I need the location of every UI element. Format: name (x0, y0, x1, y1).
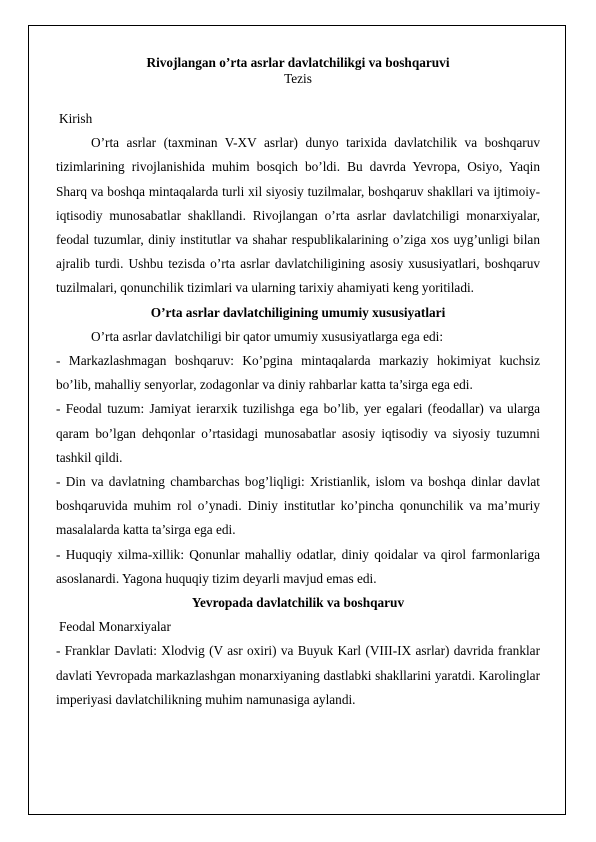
document-title: Rivojlangan o’rta asrlar davlatchilikgi va boshqaruvi (146, 55, 450, 70)
document-body (56, 55, 540, 712)
intro-label: Kirish (59, 111, 93, 126)
section2-paragraph: - Franklar Davlati: Xlodvig (V asr oxiri) va Buyuk Karl (VIII-IX asrlar) davrida franklar davlati Yevropada markazlashgan monarxiyaning dastlabki shakllarini yaratdi. Karolinglar imperiyasi davlatchilikning muhim namunasiga aylandi. (56, 643, 540, 707)
section1-item: - Feodal tuzum: Jamiyat ierarxik tuzilishga ega bo’lib, yer egalari (feodallar) va ularga qaram bo’lgan dehqonlar o’rtasidagi munosabatlar asosiy iqtisodiy va siyosiy tuzumni tashkil qildi. (56, 401, 540, 465)
section1-item: - Din va davlatning chambarchas bog’liqligi: Xristianlik, islom va boshqa dinlar davlat boshqaruvida muhim rol o’ynadi. Diniy institutlar ko’pincha qonunchilik va ma’muriy masalalarda katta ta’sirga ega edi. (56, 474, 540, 538)
section1-item: - Markazlashmagan boshqaruv: Ko’pgina mintaqalarda markaziy hokimiyat kuchsiz bo’lib, mahalliy senyorlar, zodagonlar va diniy rahbarlar katta ta’sirga ega edi. (56, 353, 540, 393)
document-subtitle: Tezis (284, 71, 312, 86)
intro-paragraph: O’rta asrlar (taxminan V-XV asrlar) dunyo tarixida davlatchilik va boshqaruv tizimlarining rivojlanishida muhim bosqich bo’ldi. Bu davrda Yevropa, Osiyo, Yaqin Sharq va boshqa mintaqalarda turli xil siyosiy tuzilmalar, boshqaruv shakllari va ijtimoiy-iqtisodiy munosabatlar shakllandi. Rivojlangan o’rta asrlar davlatchiligi monarxiyalar, feodal tuzumlar, diniy institutlar va shahar respublikalarining o’ziga xos uyg’unligi bilan ajralib turdi. Ushbu tezisda o’rta asrlar davlatchiligining asosiy xususiyatlari, boshqaruv tuzilmalari, qonunchilik tizimlari va ularning tarixiy ahamiyati keng yoritiladi. (56, 135, 540, 296)
section1-heading: O’rta asrlar davlatchiligining umumiy xususiyatlari (150, 304, 446, 320)
section2-heading: Yevropada davlatchilik va boshqaruv (191, 595, 405, 611)
section2-label: Feodal Monarxiyalar (59, 619, 171, 635)
section1-item: - Huquqiy xilma-xillik: Qonunlar mahalliy odatlar, diniy qoidalar va qirol farmonlariga asoslanardi. Yagona huquqiy tizim deyarli mavjud emas edi. (56, 546, 540, 586)
section1-intro: O’rta asrlar davlatchiligi bir qator umumiy xususiyatlarga ega edi: (91, 328, 444, 344)
